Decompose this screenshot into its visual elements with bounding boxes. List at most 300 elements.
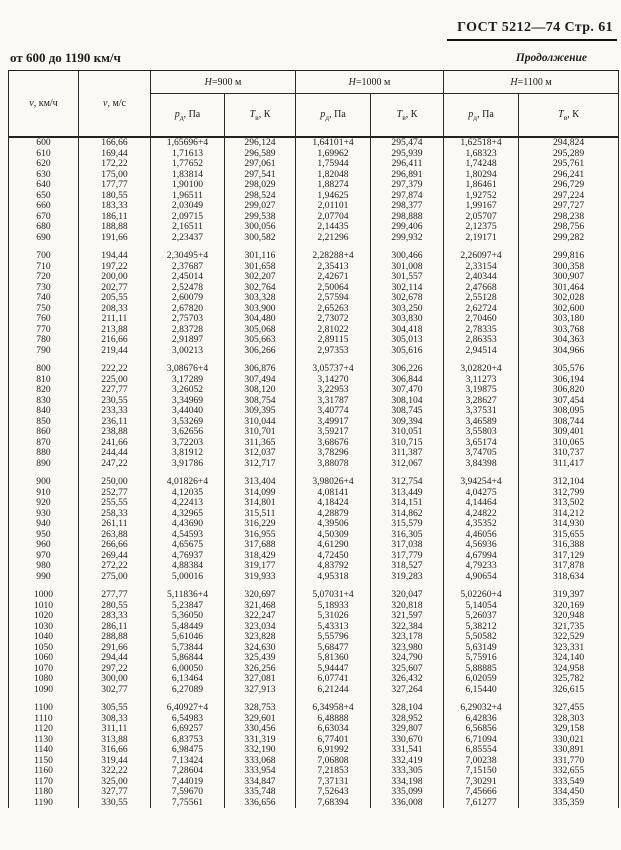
group-spacer-row — [9, 582, 619, 590]
cell: 308,744 — [519, 417, 619, 428]
cell: 5,31026 — [296, 611, 371, 622]
cell: 320,818 — [371, 601, 444, 612]
cell: 3,91786 — [151, 459, 225, 470]
cell: 810 — [9, 375, 79, 386]
cell: 1,90100 — [151, 180, 225, 191]
p-subscript: д — [325, 112, 330, 122]
cell: 180,55 — [79, 191, 151, 202]
cell: 2,50064 — [296, 283, 371, 294]
cell: 3,00213 — [151, 346, 225, 357]
col-header-v-kmh — [9, 71, 79, 138]
t-subscript: в — [563, 112, 568, 122]
table-row — [9, 766, 619, 777]
cell: 7,45666 — [444, 787, 519, 798]
cell: 308,120 — [225, 385, 296, 396]
cell: 328,753 — [225, 703, 296, 714]
cell: 760 — [9, 314, 79, 325]
cell: 298,756 — [519, 222, 619, 233]
spacer-cell — [371, 356, 444, 364]
cell: 3,46589 — [444, 417, 519, 428]
cell: 1,62518+4 — [444, 137, 519, 149]
cell: 1,69962 — [296, 149, 371, 160]
p-subscript: д — [179, 112, 184, 122]
col-header-p1000 — [296, 94, 371, 138]
cell: 4,88384 — [151, 561, 225, 572]
p-unit: , Па — [477, 108, 494, 120]
t-symbol: Т — [558, 108, 564, 120]
cell: 6,00050 — [151, 664, 225, 675]
cell: 323,828 — [225, 632, 296, 643]
table-header — [9, 71, 619, 138]
table-row — [9, 601, 619, 612]
cell: 310,044 — [225, 417, 296, 428]
cell: 4,01826+4 — [151, 477, 225, 488]
cell: 313,404 — [225, 477, 296, 488]
cell: 2,55128 — [444, 293, 519, 304]
cell: 205,55 — [79, 293, 151, 304]
cell: 4,83792 — [296, 561, 371, 572]
cell: 311,417 — [519, 459, 619, 470]
col-header-t1000 — [371, 94, 444, 138]
cell: 304,480 — [225, 314, 296, 325]
cell: 258,33 — [79, 509, 151, 520]
cell: 1160 — [9, 766, 79, 777]
table-row — [9, 551, 619, 562]
cell: 5,61046 — [151, 632, 225, 643]
spacer-cell — [151, 469, 225, 477]
cell: 330,55 — [79, 798, 151, 809]
cell: 7,30291 — [444, 777, 519, 788]
cell: 311,11 — [79, 724, 151, 735]
cell: 191,66 — [79, 233, 151, 244]
cell: 3,88078 — [296, 459, 371, 470]
cell: 263,88 — [79, 530, 151, 541]
col-header-v-ms — [79, 71, 151, 138]
cell: 299,538 — [225, 212, 296, 223]
cell: 5,07031+4 — [296, 590, 371, 601]
cell: 297,224 — [519, 191, 619, 202]
cell: 6,91992 — [296, 745, 371, 756]
cell: 321,468 — [225, 601, 296, 612]
cell: 4,04275 — [444, 488, 519, 499]
cell: 920 — [9, 498, 79, 509]
cell: 7,68394 — [296, 798, 371, 809]
cell: 306,226 — [371, 364, 444, 375]
cell: 303,768 — [519, 325, 619, 336]
table-row — [9, 685, 619, 696]
cell: 1,99167 — [444, 201, 519, 212]
cell: 1,64101+4 — [296, 137, 371, 149]
cell: 211,11 — [79, 314, 151, 325]
cell: 1180 — [9, 787, 79, 798]
cell: 1,92752 — [444, 191, 519, 202]
cell: 2,75703 — [151, 314, 225, 325]
cell: 169,44 — [79, 149, 151, 160]
cell: 327,913 — [225, 685, 296, 696]
cell: 860 — [9, 427, 79, 438]
cell: 2,73072 — [296, 314, 371, 325]
cell: 6,54983 — [151, 714, 225, 725]
cell: 283,33 — [79, 611, 151, 622]
cell: 320,169 — [519, 601, 619, 612]
cell: 250,00 — [79, 477, 151, 488]
cell: 1,94625 — [296, 191, 371, 202]
cell: 1170 — [9, 777, 79, 788]
cell: 330,670 — [371, 735, 444, 746]
page-header: ГОСТ 5212—74 Стр. 61 — [447, 20, 617, 41]
table-row — [9, 314, 619, 325]
cell: 4,65675 — [151, 540, 225, 551]
cell: 6,83753 — [151, 735, 225, 746]
cell: 1,82048 — [296, 170, 371, 181]
cell: 630 — [9, 170, 79, 181]
cell: 1,71613 — [151, 149, 225, 160]
cell: 323,034 — [225, 622, 296, 633]
cell: 303,830 — [371, 314, 444, 325]
cell: 314,212 — [519, 509, 619, 520]
cell: 7,28604 — [151, 766, 225, 777]
cell: 299,406 — [371, 222, 444, 233]
cell: 208,33 — [79, 304, 151, 315]
cell: 6,29032+4 — [444, 703, 519, 714]
cell: 980 — [9, 561, 79, 572]
cell: 2,01101 — [296, 201, 371, 212]
cell: 2,42671 — [296, 272, 371, 283]
cell: 300,056 — [225, 222, 296, 233]
cell: 6,15440 — [444, 685, 519, 696]
cell: 304,966 — [519, 346, 619, 357]
table-row — [9, 530, 619, 541]
cell: 1190 — [9, 798, 79, 809]
cell: 317,038 — [371, 540, 444, 551]
cell: 1030 — [9, 622, 79, 633]
cell: 820 — [9, 385, 79, 396]
cell: 3,81912 — [151, 448, 225, 459]
cell: 2,37687 — [151, 262, 225, 273]
spacer-cell — [151, 243, 225, 251]
table-row — [9, 703, 619, 714]
cell: 7,59670 — [151, 787, 225, 798]
table-row — [9, 406, 619, 417]
spacer-cell — [371, 695, 444, 703]
cell: 300,907 — [519, 272, 619, 283]
table-row — [9, 212, 619, 223]
cell: 305,663 — [225, 335, 296, 346]
cell: 7,00238 — [444, 756, 519, 767]
cell: 298,029 — [225, 180, 296, 191]
spacer-cell — [296, 356, 371, 364]
cell: 308,754 — [225, 396, 296, 407]
cell: 740 — [9, 293, 79, 304]
cell: 172,22 — [79, 159, 151, 170]
cell: 280,55 — [79, 601, 151, 612]
cell: 4,14464 — [444, 498, 519, 509]
cell: 1040 — [9, 632, 79, 643]
cell: 308,104 — [371, 396, 444, 407]
cell: 830 — [9, 396, 79, 407]
table-row — [9, 251, 619, 262]
cell: 304,363 — [519, 335, 619, 346]
cell: 323,331 — [519, 643, 619, 654]
col-group-h900 — [151, 71, 296, 94]
cell: 295,939 — [371, 149, 444, 160]
t-subscript: в — [402, 112, 406, 122]
spacer-cell — [519, 695, 619, 703]
cell: 316,305 — [371, 530, 444, 541]
cell: 2,52478 — [151, 283, 225, 294]
cell: 6,85554 — [444, 745, 519, 756]
cell: 301,658 — [225, 262, 296, 273]
cell: 324,790 — [371, 653, 444, 664]
v-kmh-unit: , км/ч — [33, 98, 58, 109]
cell: 7,52643 — [296, 787, 371, 798]
spacer-cell — [151, 582, 225, 590]
cell: 2,60079 — [151, 293, 225, 304]
spacer-cell — [296, 469, 371, 477]
cell: 5,02260+4 — [444, 590, 519, 601]
cell: 301,008 — [371, 262, 444, 273]
p-unit: , Па — [329, 108, 346, 120]
cell: 2,81022 — [296, 325, 371, 336]
table-row — [9, 438, 619, 449]
cell: 261,11 — [79, 519, 151, 530]
cell: 227,77 — [79, 385, 151, 396]
table-row — [9, 222, 619, 233]
table-row — [9, 149, 619, 160]
cell: 177,77 — [79, 180, 151, 191]
col-header-t900 — [225, 94, 296, 138]
cell: 1020 — [9, 611, 79, 622]
table-row — [9, 448, 619, 459]
cell: 324,630 — [225, 643, 296, 654]
cell: 3,40774 — [296, 406, 371, 417]
cell: 1,68323 — [444, 149, 519, 160]
cell: 2,83728 — [151, 325, 225, 336]
cell: 320,948 — [519, 611, 619, 622]
table-row — [9, 745, 619, 756]
table-row — [9, 777, 619, 788]
cell: 305,068 — [225, 325, 296, 336]
cell: 330,021 — [519, 735, 619, 746]
table-row — [9, 262, 619, 273]
table-row — [9, 632, 619, 643]
table-row — [9, 170, 619, 181]
t-unit: , К — [258, 108, 271, 120]
cell: 200,00 — [79, 272, 151, 283]
cell: 3,05737+4 — [296, 364, 371, 375]
cell: 300,358 — [519, 262, 619, 273]
cell: 3,02820+4 — [444, 364, 519, 375]
data-table — [8, 70, 619, 808]
cell: 770 — [9, 325, 79, 336]
cell: 7,06808 — [296, 756, 371, 767]
cell: 335,359 — [519, 798, 619, 809]
cell: 298,238 — [519, 212, 619, 223]
cell: 6,40927+4 — [151, 703, 225, 714]
cell: 3,59217 — [296, 427, 371, 438]
cell: 2,14435 — [296, 222, 371, 233]
cell: 2,67820 — [151, 304, 225, 315]
table-body — [9, 137, 619, 808]
cell: 296,124 — [225, 137, 296, 149]
cell: 299,027 — [225, 201, 296, 212]
cell: 4,95318 — [296, 572, 371, 583]
h-symbol: Н — [510, 76, 518, 88]
cell: 3,22953 — [296, 385, 371, 396]
cell: 4,39506 — [296, 519, 371, 530]
cell: 6,77401 — [296, 735, 371, 746]
cell: 309,394 — [371, 417, 444, 428]
cell: 301,557 — [371, 272, 444, 283]
cell: 324,140 — [519, 653, 619, 664]
cell: 316,955 — [225, 530, 296, 541]
col-header-p900 — [151, 94, 225, 138]
cell: 297,379 — [371, 180, 444, 191]
cell: 5,26037 — [444, 611, 519, 622]
table-row — [9, 798, 619, 809]
cell: 310,715 — [371, 438, 444, 449]
cell: 333,954 — [225, 766, 296, 777]
cell: 236,11 — [79, 417, 151, 428]
cell: 3,84398 — [444, 459, 519, 470]
cell: 6,63034 — [296, 724, 371, 735]
spacer-cell — [225, 243, 296, 251]
cell: 305,55 — [79, 703, 151, 714]
cell: 297,22 — [79, 664, 151, 675]
cell: 1150 — [9, 756, 79, 767]
cell: 326,256 — [225, 664, 296, 675]
p-subscript: д — [473, 112, 478, 122]
cell: 2,70460 — [444, 314, 519, 325]
cell: 319,933 — [225, 572, 296, 583]
cell: 183,33 — [79, 201, 151, 212]
cell: 870 — [9, 438, 79, 449]
cell: 302,114 — [371, 283, 444, 294]
cell: 310,701 — [225, 427, 296, 438]
p-unit: , Па — [183, 108, 201, 120]
cell: 306,820 — [519, 385, 619, 396]
table-row — [9, 375, 619, 386]
cell: 1090 — [9, 685, 79, 696]
cell: 175,00 — [79, 170, 151, 181]
cell: 2,26097+4 — [444, 251, 519, 262]
cell: 333,068 — [225, 756, 296, 767]
table-row — [9, 643, 619, 654]
table-row — [9, 540, 619, 551]
table-row — [9, 304, 619, 315]
col-header-t1100 — [519, 94, 619, 138]
table-row — [9, 572, 619, 583]
cell: 332,190 — [225, 745, 296, 756]
table-row — [9, 137, 619, 149]
cell: 780 — [9, 335, 79, 346]
cell: 5,86844 — [151, 653, 225, 664]
cell: 269,44 — [79, 551, 151, 562]
table-row — [9, 396, 619, 407]
v-ms-unit: , м/с — [107, 98, 126, 109]
cell: 6,56856 — [444, 724, 519, 735]
cell: 297,874 — [371, 191, 444, 202]
cell: 331,770 — [519, 756, 619, 767]
cell: 298,888 — [371, 212, 444, 223]
cell: 5,36050 — [151, 611, 225, 622]
cell: 1,83814 — [151, 170, 225, 181]
table-row — [9, 488, 619, 499]
spacer-cell — [371, 582, 444, 590]
cell: 333,549 — [519, 777, 619, 788]
cell: 1010 — [9, 601, 79, 612]
cell: 5,68477 — [296, 643, 371, 654]
cell: 7,37131 — [296, 777, 371, 788]
cell: 310,737 — [519, 448, 619, 459]
cell: 3,94254+4 — [444, 477, 519, 488]
cell: 6,02059 — [444, 674, 519, 685]
spacer-cell — [444, 582, 519, 590]
cell: 2,47668 — [444, 283, 519, 294]
cell: 650 — [9, 191, 79, 202]
cell: 327,264 — [371, 685, 444, 696]
cell: 2,62724 — [444, 304, 519, 315]
cell: 2,23437 — [151, 233, 225, 244]
table-row — [9, 180, 619, 191]
cell: 310,051 — [371, 427, 444, 438]
cell: 3,65174 — [444, 438, 519, 449]
cell: 6,48888 — [296, 714, 371, 725]
cell: 225,00 — [79, 375, 151, 386]
cell: 660 — [9, 201, 79, 212]
cell: 800 — [9, 364, 79, 375]
cell: 297,727 — [519, 201, 619, 212]
col-header-p1100 — [444, 94, 519, 138]
cell: 328,104 — [371, 703, 444, 714]
cell: 730 — [9, 283, 79, 294]
cell: 2,40344 — [444, 272, 519, 283]
cell: 303,250 — [371, 304, 444, 315]
cell: 320,047 — [371, 590, 444, 601]
cell: 2,21296 — [296, 233, 371, 244]
cell: 307,454 — [519, 396, 619, 407]
cell: 312,067 — [371, 459, 444, 470]
table-row — [9, 735, 619, 746]
cell: 5,63149 — [444, 643, 519, 654]
cell: 308,33 — [79, 714, 151, 725]
cell: 3,28627 — [444, 396, 519, 407]
cell: 252,77 — [79, 488, 151, 499]
table-row — [9, 561, 619, 572]
cell: 298,377 — [371, 201, 444, 212]
spacer-cell — [519, 469, 619, 477]
cell: 970 — [9, 551, 79, 562]
cell: 2,57594 — [296, 293, 371, 304]
cell: 4,18424 — [296, 498, 371, 509]
cell: 311,365 — [225, 438, 296, 449]
spacer-cell — [519, 243, 619, 251]
cell: 4,43690 — [151, 519, 225, 530]
cell: 329,601 — [225, 714, 296, 725]
col-group-h1000 — [296, 71, 444, 94]
cell: 690 — [9, 233, 79, 244]
table-row — [9, 724, 619, 735]
cell: 272,22 — [79, 561, 151, 572]
cell: 307,470 — [371, 385, 444, 396]
cell: 5,75916 — [444, 653, 519, 664]
table-row — [9, 653, 619, 664]
spacer-cell — [296, 582, 371, 590]
t-unit: , К — [567, 108, 579, 120]
cell: 1,75944 — [296, 159, 371, 170]
cell: 5,00016 — [151, 572, 225, 583]
h1100-value: =1100 м — [517, 76, 552, 88]
